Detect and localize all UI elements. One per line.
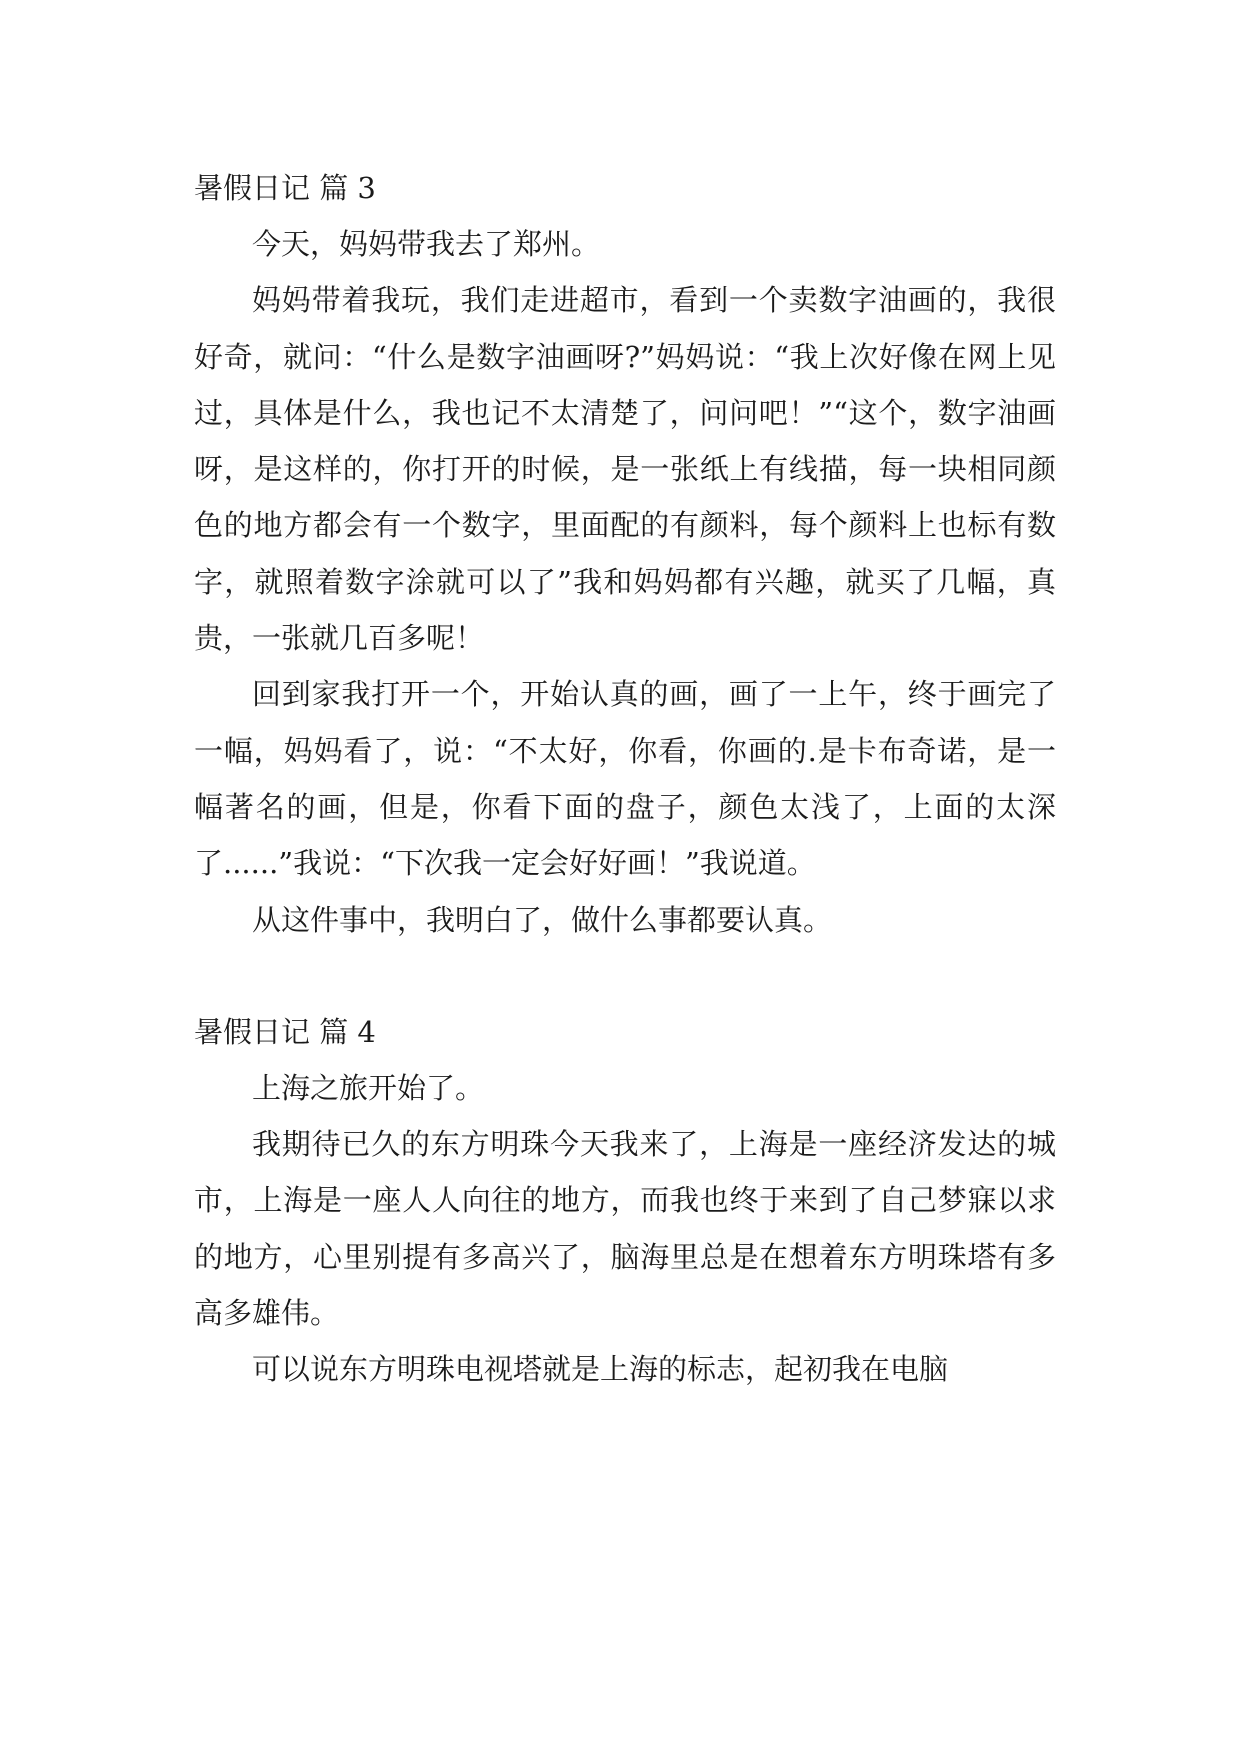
diary-section-4 (194, 1004, 1056, 1398)
paragraph: 从这件事中，我明白了，做什么事都要认真。 (252, 902, 833, 937)
paragraph: 妈妈带着我玩，我们走进超市，看到一个卖数字油画的，我很好奇，就问：“什么是数字油画呀?”妈妈说：“我上次好像在网上见过，具体是什么，我也记不太清楚了，问问吧！”“这个，数字油画呀，是这样的，你打开的时候，是一张纸上有线描，每一块相同颜色的地方都会有一个数字，里面配的有颜料，每个颜料上也标有数字，就照着数字涂就可以了”我和妈妈都有兴趣，就买了几幅，真贵，一张就几百多呢！ (194, 283, 1056, 656)
paragraph: 回到家我打开一个，开始认真的画，画了一上午，终于画完了一幅，妈妈看了，说：“不太好，你看，你画的.是卡布奇诺，是一幅著名的画，但是，你看下面的盘子，颜色太浅了，上面的太深了......”我说：“下次我一定会好好画！”我说道。 (194, 677, 1056, 881)
document-page (194, 160, 1056, 1398)
paragraph: 可以说东方明珠电视塔就是上海的标志，起初我在电脑 (252, 1352, 949, 1387)
section-heading: 暑假日记 篇 4 (194, 1014, 376, 1049)
paragraph: 我期待已久的东方明珠今天我来了，上海是一座经济发达的城市，上海是一座人人向往的地方，而我也终于来到了自己梦寐以求的地方，心里别提有多高兴了，脑海里总是在想着东方明珠塔有多高多雄伟。 (194, 1127, 1056, 1331)
paragraph: 今天，妈妈带我去了郑州。 (252, 227, 601, 261)
diary-section-3 (194, 160, 1056, 948)
section-heading: 暑假日记 篇 3 (194, 171, 376, 205)
paragraph: 上海之旅开始了。 (252, 1070, 485, 1105)
section-spacer (194, 948, 1056, 1004)
